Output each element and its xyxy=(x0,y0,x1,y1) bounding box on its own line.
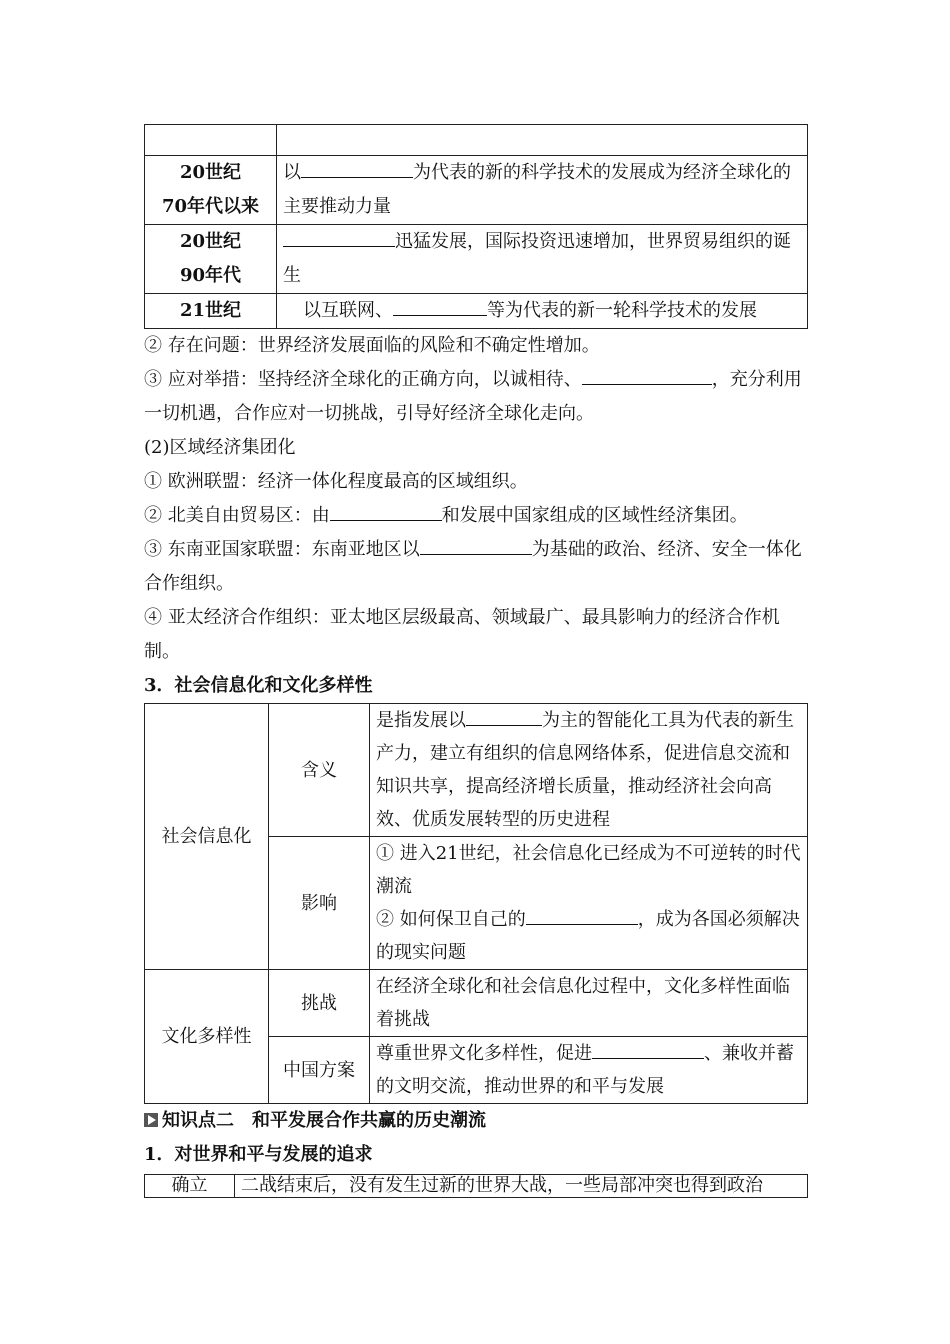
section-heading: 3．社会信息化和文化多样性 xyxy=(144,675,373,696)
paragraph: ① 欧洲联盟：经济一体化程度最高的区域组织。 xyxy=(144,471,528,492)
era-line: 20世纪 xyxy=(179,162,242,183)
play-triangle-icon xyxy=(144,1113,158,1127)
peace-table xyxy=(144,1174,808,1198)
fill-blank[interactable] xyxy=(330,502,442,521)
fill-blank[interactable] xyxy=(420,536,532,555)
fill-blank[interactable] xyxy=(592,1040,704,1059)
text: 、兼收并蓄的文明交流，推动世界的和平与发展 xyxy=(376,1043,794,1097)
era-line: 21世纪 xyxy=(179,300,242,321)
subheading: (2)区域经济集团化 xyxy=(144,437,296,458)
era-line: 90年代 xyxy=(179,265,242,286)
table-row xyxy=(145,294,808,329)
description-cell xyxy=(277,294,808,329)
text: ③ 应对举措：坚持经济全球化的正确方向，以诚相待、 xyxy=(144,369,582,390)
description-cell xyxy=(277,125,808,156)
text: 是指发展以 xyxy=(376,710,466,731)
text: 等为代表的新一轮科学技术的发展 xyxy=(487,300,757,321)
text: ，充分利用一切机遇，合作应对一切挑战，引导好经济全球化走向。 xyxy=(144,369,802,424)
text: 和发展中国家组成的区域性经济集团。 xyxy=(441,505,748,526)
description-cell xyxy=(277,156,808,225)
knowledge-point-title xyxy=(144,1104,807,1138)
label-cell: 挑战 xyxy=(269,970,370,1037)
fill-blank[interactable] xyxy=(526,906,638,925)
text: 为主的智能化工具为代表的新生产力，建立有组织的信息网络体系，促进信息交流和知识共享，提高经济增长质量，推动经济社会向高效、优质发展转型的历史进程 xyxy=(376,710,794,830)
content-cell: 二战结束后，没有发生过新的世界大战，一些局部冲突也得到政治 xyxy=(235,1175,808,1198)
era-cell xyxy=(145,156,277,225)
label-cell: 影响 xyxy=(269,837,370,970)
text: ③ 东南亚国家联盟：东南亚地区以 xyxy=(144,539,420,560)
table-row xyxy=(145,970,808,1037)
text: 尊重世界文化多样性，促进 xyxy=(376,1043,592,1064)
era-line: 70年代以来 xyxy=(161,196,260,217)
content-cell xyxy=(370,1037,808,1104)
text: 以互联网、 xyxy=(303,300,393,321)
info-culture-table xyxy=(144,703,808,1104)
fill-blank[interactable] xyxy=(393,297,487,316)
text: ① 进入21世纪，社会信息化已经成为不可逆转的时代潮流 xyxy=(376,843,801,897)
group-cell: 文化多样性 xyxy=(145,970,269,1104)
table-row xyxy=(145,704,808,837)
table-row xyxy=(145,156,808,225)
section-heading: 1．对世界和平与发展的追求 xyxy=(144,1144,373,1165)
label-cell: 含义 xyxy=(269,704,370,837)
table-row xyxy=(145,125,808,156)
era-table xyxy=(144,124,808,329)
paragraph xyxy=(144,499,807,533)
era-cell xyxy=(145,225,277,294)
table-row xyxy=(145,225,808,294)
content-cell xyxy=(370,704,808,837)
text: ② 如何保卫自己的 xyxy=(376,909,526,930)
fill-blank[interactable] xyxy=(283,228,395,247)
text-line xyxy=(376,903,801,969)
fill-blank[interactable] xyxy=(301,159,413,178)
paragraph: ④ 亚太经济合作组织：亚太地区层级最高、领域最广、最具影响力的经济合作机制。 xyxy=(144,607,780,662)
text: 以 xyxy=(283,162,301,183)
content-cell xyxy=(370,837,808,970)
label-cell: 中国方案 xyxy=(269,1037,370,1104)
era-cell xyxy=(145,125,277,156)
group-cell: 社会信息化 xyxy=(145,704,269,970)
label-cell: 确立 xyxy=(145,1175,235,1198)
fill-blank[interactable] xyxy=(582,366,712,385)
paragraph: ② 存在问题：世界经济发展面临的风险和不确定性增加。 xyxy=(144,335,600,356)
paragraph xyxy=(144,363,807,431)
paragraph xyxy=(144,533,807,601)
text: 迅猛发展，国际投资迅速增加，世界贸易组织的诞生 xyxy=(283,231,791,286)
description-cell xyxy=(277,225,808,294)
fill-blank[interactable] xyxy=(466,707,542,726)
text: ② 北美自由贸易区：由 xyxy=(144,505,330,526)
era-cell xyxy=(145,294,277,329)
text: 知识点二 和平发展合作共赢的历史潮流 xyxy=(162,1110,486,1131)
text: 为基础的政治、经济、安全一体化合作组织。 xyxy=(144,539,802,594)
table-row xyxy=(145,1175,808,1198)
text: 为代表的新的科学技术的发展成为经济全球化的主要推动力量 xyxy=(283,162,791,217)
content-cell: 在经济全球化和社会信息化过程中，文化多样性面临着挑战 xyxy=(370,970,808,1037)
text: ，成为各国必须解决的现实问题 xyxy=(376,909,800,963)
page-content xyxy=(144,124,807,1198)
era-line: 20世纪 xyxy=(179,231,242,252)
